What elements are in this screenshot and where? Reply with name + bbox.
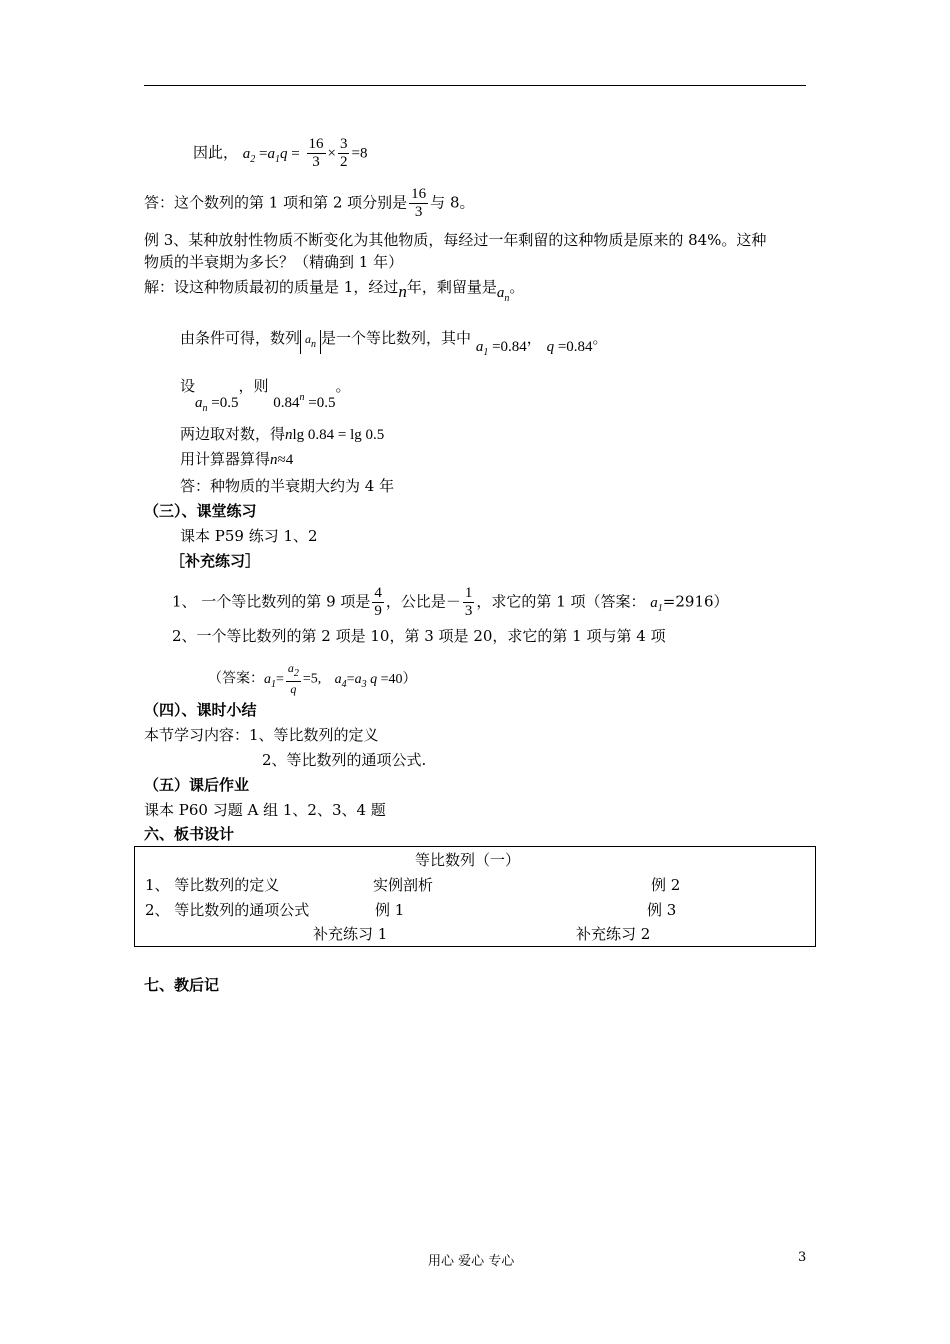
header-rule bbox=[144, 85, 806, 86]
formula-a1-eq: $a_1 =0.84$ bbox=[475, 339, 527, 358]
ex3-set-line: 设$a_n =0.5$，则 0.84$^n$ =0.5。 bbox=[180, 376, 351, 419]
ex2-therefore-line bbox=[193, 136, 367, 171]
supp-problem-2: 2、一个等比数列的第 2 项是 10，第 3 项是 20，求它的第 1 项与第 4 项 bbox=[172, 627, 666, 645]
section4-line1: 本节学习内容：1、等比数列的定义 bbox=[144, 726, 379, 744]
board-title: 等比数列（一） bbox=[415, 851, 521, 869]
board-r2c2: 例 1 bbox=[375, 901, 405, 919]
board-r2c3: 例 3 bbox=[647, 901, 677, 919]
supplementary-heading: ［补充练习］ bbox=[170, 552, 261, 570]
fraction-a2-q: $\frac{a_2}{q}$ bbox=[287, 661, 299, 696]
board-r2c1: 2、 等比数列的通项公式 bbox=[145, 901, 310, 919]
page-number: 3 bbox=[798, 1250, 807, 1265]
board-r3c1: 补充练习 1 bbox=[313, 925, 388, 943]
supp-problem-2-answer: （答案：$a_1=$ $\frac{a_2}{q}$ =5, $a_4=a_3$ q =40） bbox=[208, 661, 417, 696]
therefore-label: 因此， bbox=[193, 143, 239, 162]
var-n: n bbox=[398, 282, 407, 301]
formula-q-eq: q =0.84 bbox=[546, 339, 593, 355]
ex3-question-line1: 例 3、某种放射性物质不断变化为其他物质，每经过一年剩留的这种物质是原来的 84%。这种 bbox=[144, 231, 767, 249]
approx-4: ≈4 bbox=[277, 452, 294, 468]
formula-log: lg 0.84 = lg 0.5 bbox=[292, 427, 385, 443]
section3-heading: （三）、课堂练习 bbox=[144, 502, 257, 520]
fraction-16-3: $\frac{16}{3}$ bbox=[308, 136, 324, 170]
formula-an-eq: $a_n =0.5$ bbox=[195, 395, 239, 414]
section4-heading: （四）、课时小结 bbox=[144, 701, 257, 719]
ex3-question-line2: 物质的半衰期为多长？（精确到 1 年） bbox=[144, 253, 404, 271]
section4-line2: 2、等比数列的通项公式. bbox=[262, 751, 427, 769]
supp-problem-1: 1、 一个等比数列的第 9 项是 $\frac{4}{9}$ ，公比是－ $\frac{1}{3}$ ，求它的第 1 项（答案： $a_1=2916$） bbox=[172, 585, 729, 619]
section6-heading: 六、板书设计 bbox=[144, 825, 235, 843]
ex3-calc-line: 用计算器算得n≈4 bbox=[180, 450, 294, 468]
board-r1c3: 例 2 bbox=[651, 876, 681, 894]
ex3-condition-line: 由条件可得，数列 $a_n$ 是一个等比数列，其中 $a_1 =0.84$， q =0.84。 bbox=[180, 329, 608, 358]
fraction-4-9: $\frac{4}{9}$ bbox=[374, 585, 382, 619]
section5-heading: （五）课后作业 bbox=[144, 776, 250, 794]
formula-a2: $a_2 =a_1q$ = bbox=[242, 145, 300, 165]
ex3-answer: 答：种物质的半衰期大约为 4 年 bbox=[180, 477, 395, 495]
ex3-solution-line: 解：设这种物质最初的质量是 1，经过n年，剩留量是$a_n$。 bbox=[144, 278, 525, 304]
var-n-calc: n bbox=[270, 452, 278, 468]
fraction-16-3-answer: $\frac{16}{3}$ bbox=[411, 186, 427, 220]
var-an: $a_n$ bbox=[496, 285, 510, 304]
section3-textbook: 课本 P59 练习 1、2 bbox=[180, 527, 318, 545]
section7-heading: 七、教后记 bbox=[144, 976, 220, 994]
board-design-box bbox=[134, 846, 816, 947]
board-r3c2: 补充练习 2 bbox=[576, 925, 651, 943]
footer-motto: 用心 爱心 专心 bbox=[428, 1254, 515, 1269]
board-r1c2: 实例剖析 bbox=[373, 876, 434, 894]
result-8: =8 bbox=[351, 145, 368, 162]
section5-line1: 课本 P60 习题 A 组 1、2、3、4 题 bbox=[144, 801, 386, 819]
fraction-1-3: $\frac{1}{3}$ bbox=[464, 585, 473, 619]
fraction-3-2: $\frac{3}{2}$ bbox=[339, 136, 348, 170]
ex3-log-line: 两边取对数，得nlg 0.84 = lg 0.5 bbox=[180, 425, 385, 443]
formula-power: 0.84$^n$ =0.5 bbox=[273, 392, 336, 411]
var-n-log: n bbox=[285, 427, 293, 443]
ex2-answer-line: 答：这个数列的第 1 项和第 2 项分别是 $\frac{16}{3}$ 与 8。 bbox=[144, 186, 475, 220]
answer-a1: $a_1$ bbox=[650, 594, 663, 614]
board-r1c1: 1、 等比数列的定义 bbox=[145, 876, 280, 894]
sequence-an-brace: $a_n$ bbox=[300, 330, 321, 354]
times-sign: × bbox=[327, 145, 336, 162]
